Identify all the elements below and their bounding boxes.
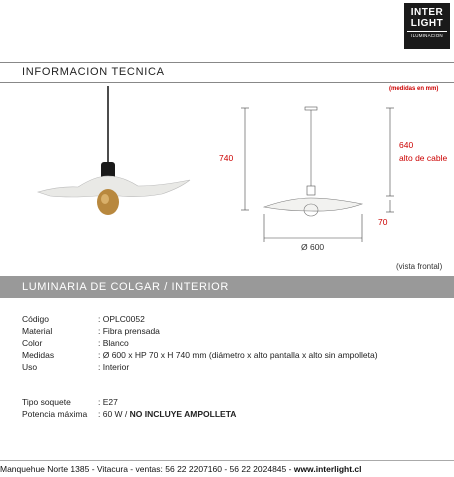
diameter-dimension — [264, 214, 362, 242]
spec-row: Material : Fibra prensada — [22, 326, 160, 336]
measure-note: (medidas en mm) — [389, 86, 439, 92]
spec-key: Potencia máxima — [22, 409, 88, 419]
spec-key: Material — [22, 326, 53, 336]
spec-row: Medidas : Ø 600 x HP 70 x H 740 mm (diámetro x alto pantalla x alto sin ampolleta) — [22, 350, 378, 360]
category-title: LUMINARIA DE COLGAR / INTERIOR — [22, 281, 229, 293]
footer-website-link[interactable]: www.interlight.cl — [293, 464, 362, 474]
spec-value: E27 — [102, 397, 118, 407]
spec-value: Fibra prensada — [102, 326, 160, 336]
spec-key: Tipo soquete — [22, 397, 71, 407]
logo-line-3: ILUMINACION — [407, 31, 447, 39]
spec-key: Medidas — [22, 350, 55, 360]
spec-row: Tipo soquete : E27 — [22, 397, 118, 407]
footer-city: Vitacura — [96, 464, 128, 474]
section-title: INFORMACION TECNICA — [22, 66, 165, 78]
spec-value: Blanco — [102, 338, 129, 348]
dim-diameter: Ø 600 — [301, 242, 325, 252]
logo-line-2: LIGHT — [410, 18, 444, 29]
cable-height-dimension — [386, 108, 394, 212]
spec-key: Uso — [22, 362, 38, 372]
spec-row: Código : OPLC0052 — [22, 314, 145, 324]
dim-shade-height: 70 — [378, 217, 388, 227]
lamp-photo — [38, 86, 190, 215]
dim-cable-height: 640 — [399, 140, 414, 150]
footer-phones: ventas: 56 22 2207160 - 56 22 2024845 — [135, 464, 287, 474]
dim-cable-label: alto de cable — [399, 153, 448, 163]
spec-value-bold: NO INCLUYE AMPOLLETA — [129, 409, 237, 419]
dim-total-height: 740 — [219, 153, 234, 163]
lamp-line-drawing — [264, 107, 362, 216]
spec-key: Código — [22, 314, 49, 324]
spec-key: Color — [22, 338, 43, 348]
logo-line-1: INTER — [410, 7, 444, 18]
view-note: (vista frontal) — [396, 262, 443, 271]
spec-row: Potencia máxima : 60 W / NO INCLUYE AMPOLLETA — [22, 409, 237, 419]
spec-value: OPLC0052 — [102, 314, 145, 324]
total-height-dimension — [241, 108, 249, 210]
spec-row: Uso : Interior — [22, 362, 130, 372]
footer-rule — [0, 460, 454, 461]
spec-row: Color : Blanco — [22, 338, 129, 348]
footer-address: Manquehue Norte 1385 — [0, 464, 90, 474]
spec-value: 60 W / — [102, 409, 130, 419]
spec-value: Interior — [102, 362, 130, 372]
footer: Manquehue Norte 1385 - Vitacura - ventas: 56 22 2207160 - 56 22 2024845 - www.interlight.cl — [0, 464, 362, 474]
spec-value: Ø 600 x HP 70 x H 740 mm (diámetro x alto pantalla x alto sin ampolleta) — [102, 350, 378, 360]
